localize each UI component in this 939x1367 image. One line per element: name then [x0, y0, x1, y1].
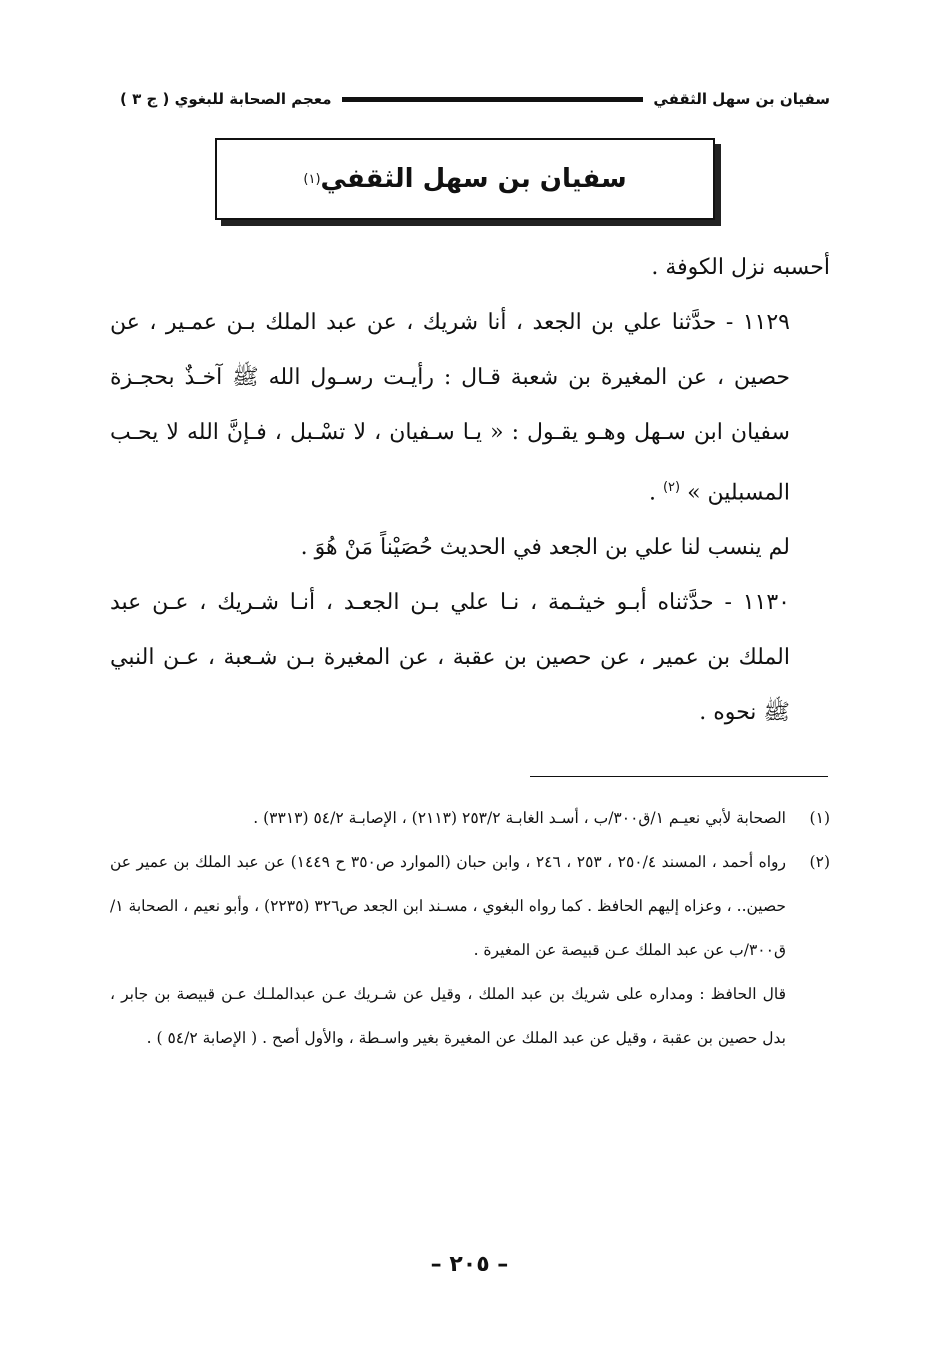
footnote-2	[110, 840, 830, 972]
footnote-1-text: الصحابة لأبي نعيـم ١/ق٣٠٠/ب ، أسـد الغابـة ٢٥٣/٢ (٢١١٣) ، الإصابـة ٥٤/٢ (٣٣١٣) .	[253, 809, 786, 827]
intro-line: أحسبه نزل الكوفة .	[651, 255, 830, 280]
main-text	[110, 240, 830, 740]
footnote-2-text: رواه أحمد ، المسند ٢٥٠/٤ ، ٢٥٣ ، ٢٤٦ ، وابن حبان (الموارد ص٣٥٠ ح ١٤٤٩) عن عبد الملك بن عمير عن حصين.. ، وعزاه إليهم الحافظ . كما رواه البغوي ، مسـند ابن الجعد ص٣٢٦ (٢٢٣٥) ، وأبو نعيم ، الصحابة ١/ق٣٠٠/ب عن عبد الملك عـن قبيصة عن المغيرة .	[110, 853, 786, 959]
footnote-1-number: (١)	[809, 809, 830, 827]
hadith-1129-end: .	[648, 480, 656, 506]
hadith-1130: ١١٣٠ - حدَّثناه أبـو خيثـمة ، نـا علي بـن الجعـد ، أنـا شـريك ، عـن عبد الملك بن عمير ، عن حصين بن عقبة ، عن المغيرة بـن شـعبة ، عـن النبي ﷺ نحوه .	[110, 590, 790, 726]
hadith-1129	[110, 295, 830, 520]
page-number: – ٢٠٥ –	[430, 1252, 509, 1277]
hadith-1129-text: ١١٢٩ - حدَّثنا علي بن الجعد ، أنا شريك ، عن عبد الملك بـن عمـير ، عن حصين ، عن المغيرة بن شعبة قـال : رأيـت رسـول الله ﷺ آخـذٌ بحجـزة سفيان ابن سـهل وهـو يقـول : « يـا سـفيان ، لا تسْـبل ، فـإنَّ الله لا يحـب المسبلين »	[110, 310, 790, 506]
footnotes	[110, 796, 830, 1060]
footnote-1	[110, 796, 830, 840]
footnote-2-note: قال الحافظ : ومداره على شريك بن عبد الملك ، وقيل عن شـريك عـن عبدالملـك عـن قبيصة بن جابر ، بدل حصين بن عقبة ، وقيل عن عبد الملك عن المغيرة بغير واسـطة ، والأول أصح . ( الإصابة ٥٤/٢ ) .	[110, 985, 786, 1047]
header-chapter-title: سفيان بن سهل الثقفي	[653, 90, 830, 108]
chapter-title: سفيان بن سهل الثقفي	[320, 164, 627, 194]
header-book-title: معجم الصحابة للبغوي ( ج ٣ )	[120, 90, 332, 108]
footnote-separator	[530, 776, 828, 777]
chapter-title-box	[215, 138, 715, 220]
hadith-1129-footnote-ref: (٢)	[662, 480, 681, 495]
running-header	[120, 84, 830, 114]
footnote-2-number: (٢)	[809, 853, 830, 871]
header-rule	[342, 97, 644, 102]
remark-line: لم ينسب لنا علي بن الجعد في الحديث حُصَيْناً مَنْ هُوَ .	[300, 535, 790, 561]
title-footnote-ref: (١)	[303, 171, 321, 187]
